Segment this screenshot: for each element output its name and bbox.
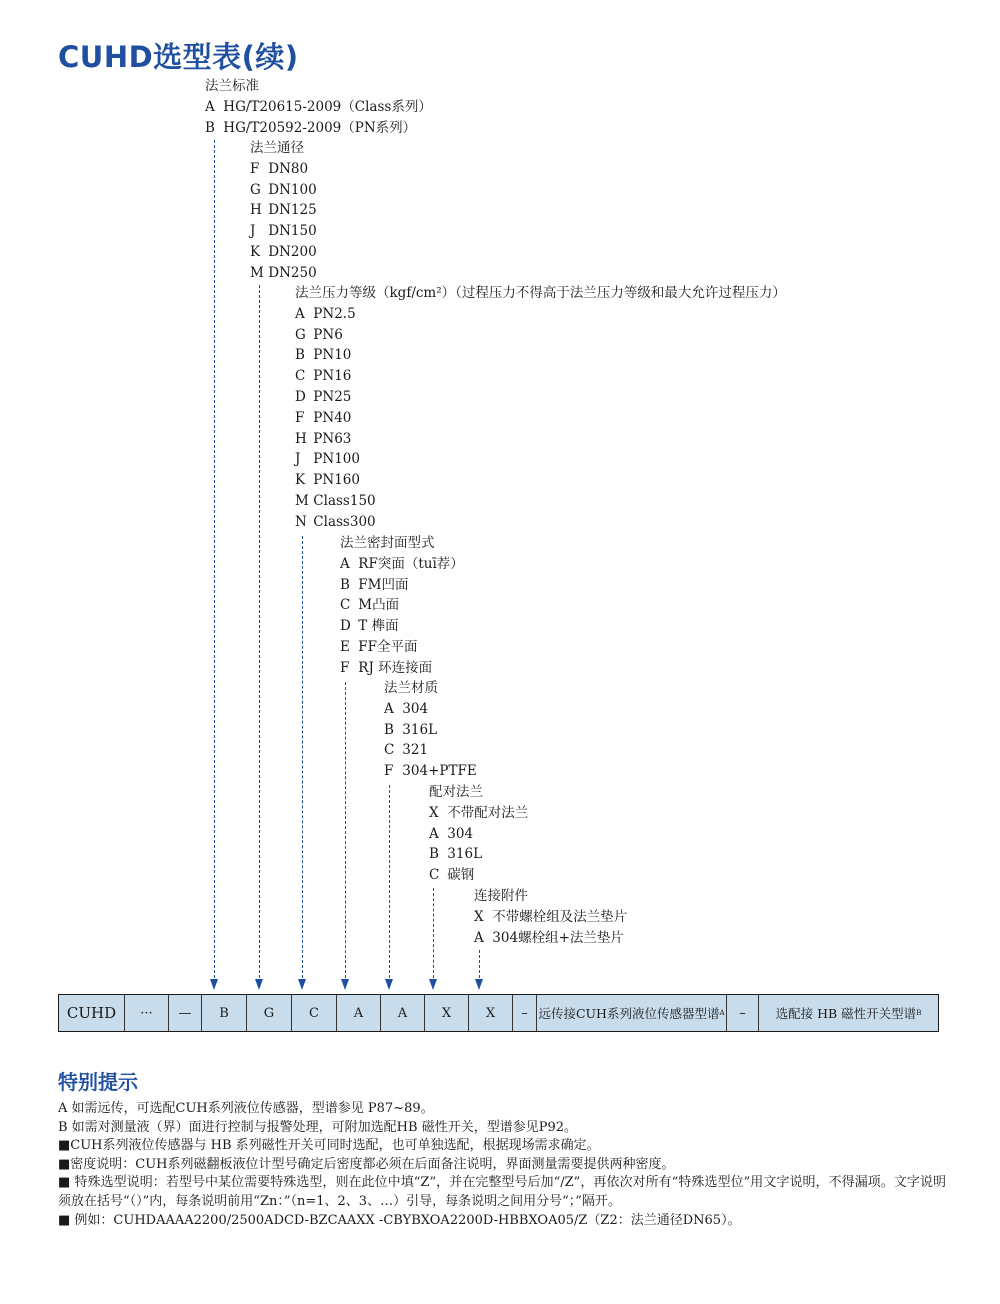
dash-cell: – [727,995,759,1031]
option-item: B 316L [429,846,483,863]
notes-title: 特别提示 [58,1070,138,1094]
code-cell-accessories: X [469,995,513,1031]
option-item: B FM凹面 [340,576,409,593]
connector-line-accessories [479,950,480,978]
magnetic-switch-text: 选配接 HB 磁性开关型谱 [775,1006,917,1021]
page-title: CUHD选型表(续) [58,40,299,74]
arrow-down-icon [341,979,349,990]
option-item: C 321 [384,742,429,759]
option-item: B PN10 [295,347,352,364]
group-heading: 法兰材质 [384,680,438,696]
code-cell-sealing-face: A [337,995,381,1031]
group-heading: 连接附件 [474,888,528,904]
option-item: A 304螺栓组+法兰垫片 [474,929,624,946]
arrow-down-icon [298,979,306,990]
option-item: D PN25 [295,388,352,405]
remote-sensor-text: 远传接CUH系列液位传感器型谱 [538,1006,720,1021]
option-item: A RF突面（tuī荐） [340,555,464,572]
spec-group-pressure-rating [295,283,786,533]
option-item: A HG/T20615-2009（Class系列） [205,98,432,115]
option-item: G PN6 [295,326,343,343]
option-item: G DN100 [250,181,317,198]
model-code-bar [58,994,939,1032]
dash-cell: – [513,995,537,1031]
option-item: H DN125 [250,202,317,219]
notes-list [58,1100,946,1230]
arrow-down-icon [255,979,263,990]
group-heading: 法兰通径 [250,140,304,156]
code-cell-pressure-rating: C [292,995,337,1031]
code-cell-flange-standard: B [202,995,247,1031]
option-item: F RJ 环连接面 [340,659,433,676]
option-item: C 碳钢 [429,867,475,884]
note-item: ■CUH系列液位传感器与 HB 系列磁性开关可同时选配，也可单独选配，根据现场需求确定。 [58,1138,600,1154]
code-cell-flange-material: A [381,995,425,1031]
option-item: X 不带螺栓组及法兰垫片 [474,908,628,925]
magnetic-switch-note-mark: B [916,1009,922,1017]
option-item: J PN100 [295,451,360,468]
group-heading: 法兰标准 [205,78,259,94]
group-heading: 法兰压力等级（kgf/cm²）（过程压力不得高于法兰压力等级和最大允许过程压力） [295,285,786,301]
option-item: B 316L [384,721,438,738]
option-item: C M凸面 [340,597,400,614]
option-item: F 304+PTFE [384,763,477,780]
option-item: D T 榫面 [340,618,399,635]
code-cell-mating-flange: X [425,995,469,1031]
spec-group-mating-flange [429,782,528,886]
note-item: ■ 特殊选型说明：若型号中某位需要特殊选型，则在此位中填“Z”，并在完整型号后加“/Z”，再依次对所有“特殊选型位”用文字说明，不得漏项。文字说明须放在括号“（）”内，每条说明前用“Zn：”（n=1、2、3、…）引导，每条说明之间用分号“；”隔开。 [58,1175,946,1209]
spec-group-accessories [474,886,627,948]
code-cell-flange-diameter: G [247,995,292,1031]
spec-group-sealing-face [340,533,464,679]
spec-group-flange-diameter [250,138,317,284]
dash-cell: — [169,995,202,1031]
option-item: F PN40 [295,409,352,426]
note-item: A 如需远传，可选配CUH系列液位传感器，型谱参见 P87~89。 [58,1101,434,1116]
option-item: J DN150 [250,223,317,240]
arrow-down-icon [475,979,483,990]
remote-sensor-note-mark: A [719,1009,725,1017]
option-item: K DN200 [250,243,317,260]
option-item: F DN80 [250,160,309,177]
connector-line-flange-material [389,785,390,978]
arrow-down-icon [429,979,437,990]
group-heading: 法兰密封面型式 [340,535,435,551]
arrow-down-icon [385,979,393,990]
magnetic-switch-cell [759,995,938,1031]
option-item: M Class150 [295,492,376,509]
connector-line-pressure-rating [302,536,303,978]
ellipsis-cell: ··· [125,995,169,1031]
connector-line-mating-flange [433,888,434,978]
option-item: C PN16 [295,368,352,385]
option-item: A 304 [384,700,429,717]
remote-sensor-cell [537,995,727,1031]
option-item: X 不带配对法兰 [429,804,529,821]
option-item: A PN2.5 [295,305,356,322]
arrow-down-icon [210,979,218,990]
option-item: M DN250 [250,264,317,281]
note-item: ■密度说明：CUH系列磁翻板液位计型号确定后密度都必须在后面备注说明，界面测量需要提供两种密度。 [58,1156,675,1172]
option-item: H PN63 [295,430,352,447]
spec-group-flange-material [384,678,477,782]
note-item: B 如需对测量液（界）面进行控制与报警处理，可附加选配HB 磁性开关，型谱参见P92。 [58,1119,577,1135]
option-item: E FF全平面 [340,638,418,655]
model-prefix-cell: CUHD [59,995,125,1031]
note-item: ■ 例如：CUHDAAAA2200/2500ADCD-BZCAAXX -CBYBXOA2200D-HBBXOA05/Z（Z2：法兰通径DN65）。 [58,1212,741,1228]
spec-group-flange-standard [205,76,432,138]
option-item: B HG/T20592-2009（PN系列） [205,119,417,136]
option-item: N Class300 [295,513,376,530]
connector-line-flange-diameter [259,285,260,978]
group-heading: 配对法兰 [429,784,483,800]
option-item: K PN160 [295,472,360,489]
connector-line-sealing-face [345,682,346,978]
option-item: A 304 [429,825,474,842]
connector-line-flange-standard [214,140,215,978]
